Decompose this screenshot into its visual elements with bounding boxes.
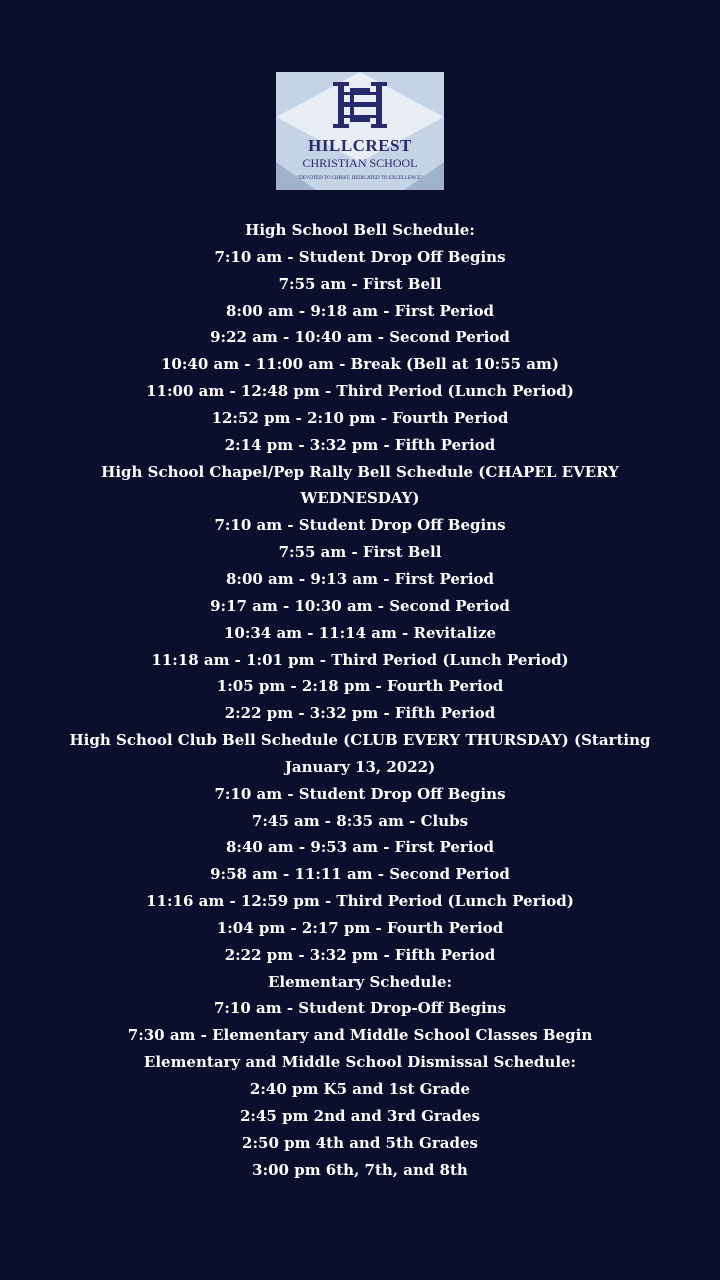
logo-school-name: HILLCREST (308, 136, 412, 155)
section-heading-chapel: High School Chapel/Pep Rally Bell Schedule (CHAPEL EVERY WEDNESDAY) (101, 462, 619, 508)
schedule-line: 7:10 am - Student Drop Off Begins (214, 516, 506, 535)
schedule-line: 9:58 am - 11:11 am - Second Period (210, 865, 510, 884)
section-heading-club: High School Club Bell Schedule (CLUB EVERY THURSDAY) (Starting January 13, 2022) (69, 731, 651, 776)
schedule-line: 2:14 pm - 3:32 pm - Fifth Period (224, 435, 496, 454)
schedule-line: 7:45 am - 8:35 am - Clubs (251, 811, 469, 830)
school-logo (276, 72, 444, 190)
schedule-line: 2:45 pm 2nd and 3rd Grades (240, 1106, 480, 1125)
schedule-line: 9:22 am - 10:40 am - Second Period (210, 328, 510, 347)
schedule-line: 3:00 pm 6th, 7th, and 8th (252, 1160, 468, 1179)
section-heading-dismissal: Elementary and Middle School Dismissal Schedule: (143, 1053, 577, 1072)
schedule-line: 11:00 am - 12:48 pm - Third Period (Lunch Period) (146, 382, 574, 401)
schedule-line: 8:00 am - 9:18 am - First Period (225, 301, 495, 320)
schedule-line: 2:22 pm - 3:32 pm - Fifth Period (224, 945, 496, 964)
schedule-line: 9:17 am - 10:30 am - Second Period (210, 596, 510, 615)
schedule-line: 2:22 pm - 3:32 pm - Fifth Period (224, 704, 496, 723)
schedule-line: 11:18 am - 1:01 pm - Third Period (Lunch Period) (151, 650, 569, 669)
schedule-line: 7:55 am - First Bell (278, 274, 442, 293)
logo-school-subtitle: CHRISTIAN SCHOOL (302, 156, 418, 170)
schedule-line: 8:00 am - 9:13 am - First Period (225, 569, 495, 588)
schedule-line: 7:10 am - Student Drop Off Begins (214, 784, 506, 803)
schedule-line: 1:04 pm - 2:17 pm - Fourth Period (216, 918, 504, 937)
section-heading-high-school: High School Bell Schedule: (245, 221, 475, 239)
schedule-line: 7:10 am - Student Drop-Off Begins (213, 999, 507, 1018)
schedule-line: 10:34 am - 11:14 am - Revitalize (223, 623, 497, 642)
section-heading-elementary: Elementary Schedule: (267, 972, 453, 991)
schedule-line: 2:50 pm 4th and 5th Grades (242, 1133, 478, 1152)
bell-schedule (50, 217, 670, 1183)
schedule-line: 10:40 am - 11:00 am - Break (Bell at 10:55 am) (161, 355, 559, 374)
schedule-line: 7:10 am - Student Drop Off Begins (214, 247, 506, 266)
schedule-line: 11:16 am - 12:59 pm - Third Period (Lunch Period) (146, 892, 574, 911)
schedule-line: 8:40 am - 9:53 am - First Period (225, 838, 495, 857)
schedule-line: 1:05 pm - 2:18 pm - Fourth Period (216, 677, 504, 696)
hc-emblem-icon (276, 72, 444, 190)
schedule-line: 7:30 am - Elementary and Middle School Classes Begin (127, 1026, 593, 1045)
logo-motto: "DEVOTED TO CHRIST, DEDICATED TO EXCELLENCE" (297, 176, 423, 181)
schedule-line: 7:55 am - First Bell (278, 543, 442, 562)
schedule-line: 12:52 pm - 2:10 pm - Fourth Period (211, 408, 509, 427)
schedule-line: 2:40 pm K5 and 1st Grade (249, 1080, 471, 1098)
